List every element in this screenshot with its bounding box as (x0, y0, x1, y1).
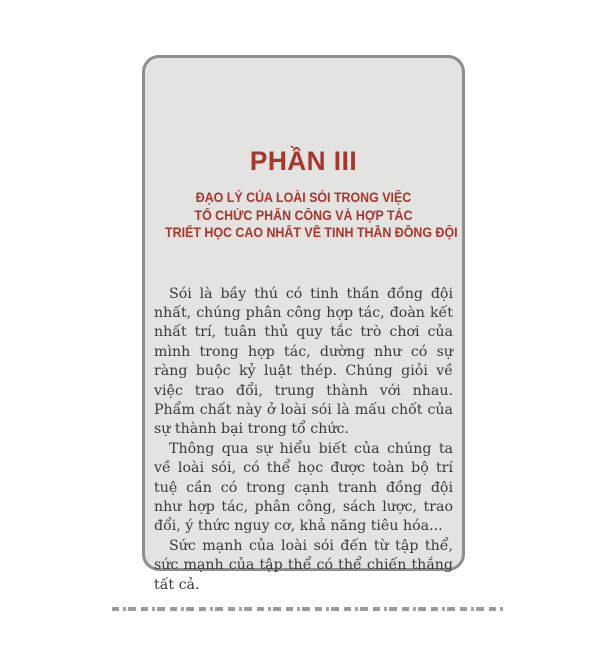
section-subtitle-line-1: ĐẠO LÝ CỦA LOÀI SÓI TRONG VIỆC (195, 190, 412, 205)
section-title: PHẦN III (249, 146, 358, 176)
paragraph-1: Sói là bầy thú có tinh thần đồng đội nhất, chúng phân công hợp tác, đoàn kết nhất trí, tuân thủ quy tắc trò chơi của mình trong hợp tác, dường như có sự ràng buộc kỷ luật thép. Chúng giỏi về việc trao đổi, trung thành với nhau. Phẩm chất này ở loài sói là mấu chốt của sự thành bại trong tổ chức. (154, 285, 453, 438)
paragraph-3: Sức mạnh của loài sói đến từ tập thể, sức mạnh của tập thể có thể chiến thắng tất cả. (154, 537, 453, 593)
section-subtitle-line-2: TỔ CHỨC PHÂN CÔNG VÀ HỢP TÁC (194, 207, 413, 223)
paragraph-2: Thông qua sự hiểu biết của chúng ta về loài sói, có thể học được toàn bộ trí tuệ cần có trong cạnh tranh đồng đội như hợp tác, phân công, sách lược, trao đổi, ý thức nguy cơ, khả năng tiêu hóa... (154, 440, 453, 535)
book-page-card (142, 55, 465, 593)
section-subtitle-line-3: TRIẾT HỌC CAO NHẤT VỀ TINH THẦN ĐỒNG ĐỘI (165, 225, 458, 240)
book-page-content (145, 148, 462, 658)
body-text-block (153, 285, 454, 596)
cropped-text-bottom-edge (112, 607, 504, 611)
section-subtitle-block (153, 189, 458, 242)
